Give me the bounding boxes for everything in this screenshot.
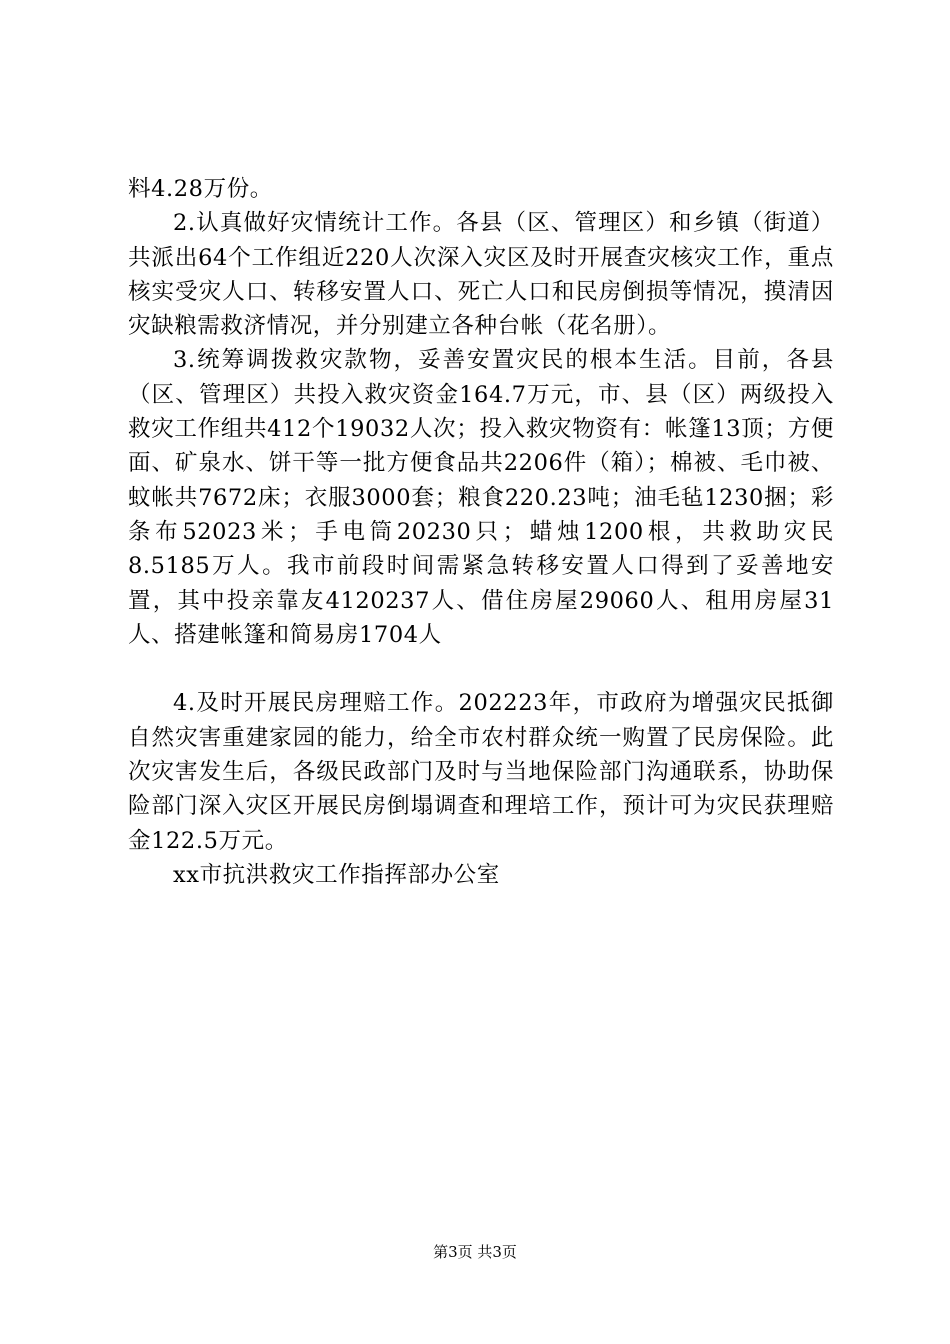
paragraph-continuation: 料4.28万份。 <box>128 176 273 202</box>
paragraph-disaster-statistics: 2.认真做好灾情统计工作。各县（区、管理区）和乡镇（街道）共派出64个工作组近220人次深入灾区及时开展查灾核灾工作，重点核实受灾人口、转移安置人口、死亡人口和民房倒损等情况，摸清因灾缺粮需救济情况，并分别建立各种台帐（花名册）。 <box>128 210 834 340</box>
paragraph-housing-insurance: 4.及时开展民房理赔工作。202223年，市政府为增强灾民抵御自然灾害重建家园的能力，给全市农村群众统一购置了民房保险。此次灾害发生后，各级民政部门及时与当地保险部门沟通联系，协助保险部门深入灾区开展民房倒塌调查和理培工作，预计可为灾民获理赔金122.5万元。 <box>128 690 834 854</box>
signature-office: xx市抗洪救灾工作指挥部办公室 <box>173 861 500 888</box>
page-footer <box>0 1242 950 1262</box>
page-number: 第3页 共3页 <box>433 1243 517 1261</box>
paragraph-relief-supplies: 3.统筹调拨救灾款物，妥善安置灾民的根本生活。目前，各县（区、管理区）共投入救灾资金164.7万元，市、县（区）两级投入救灾工作组共412个19032人次；投入救灾物资有：帐篷13顶；方便面、矿泉水、饼干等一批方便食品共2206件（箱）；棉被、毛巾被、蚊帐共7672床；衣服3000套；粮食220.23吨；油毛毡1230捆；彩条布52023米；手电筒20230只；蜡烛1200根，共救助灾民8.5185万人。我市前段时间需紧急转移安置人口得到了妥善地安置，其中投亲靠友4120237人、借住房屋29060人、租用房屋31人、搭建帐篷和简易房1704人 <box>128 347 834 648</box>
document-body <box>128 172 834 892</box>
